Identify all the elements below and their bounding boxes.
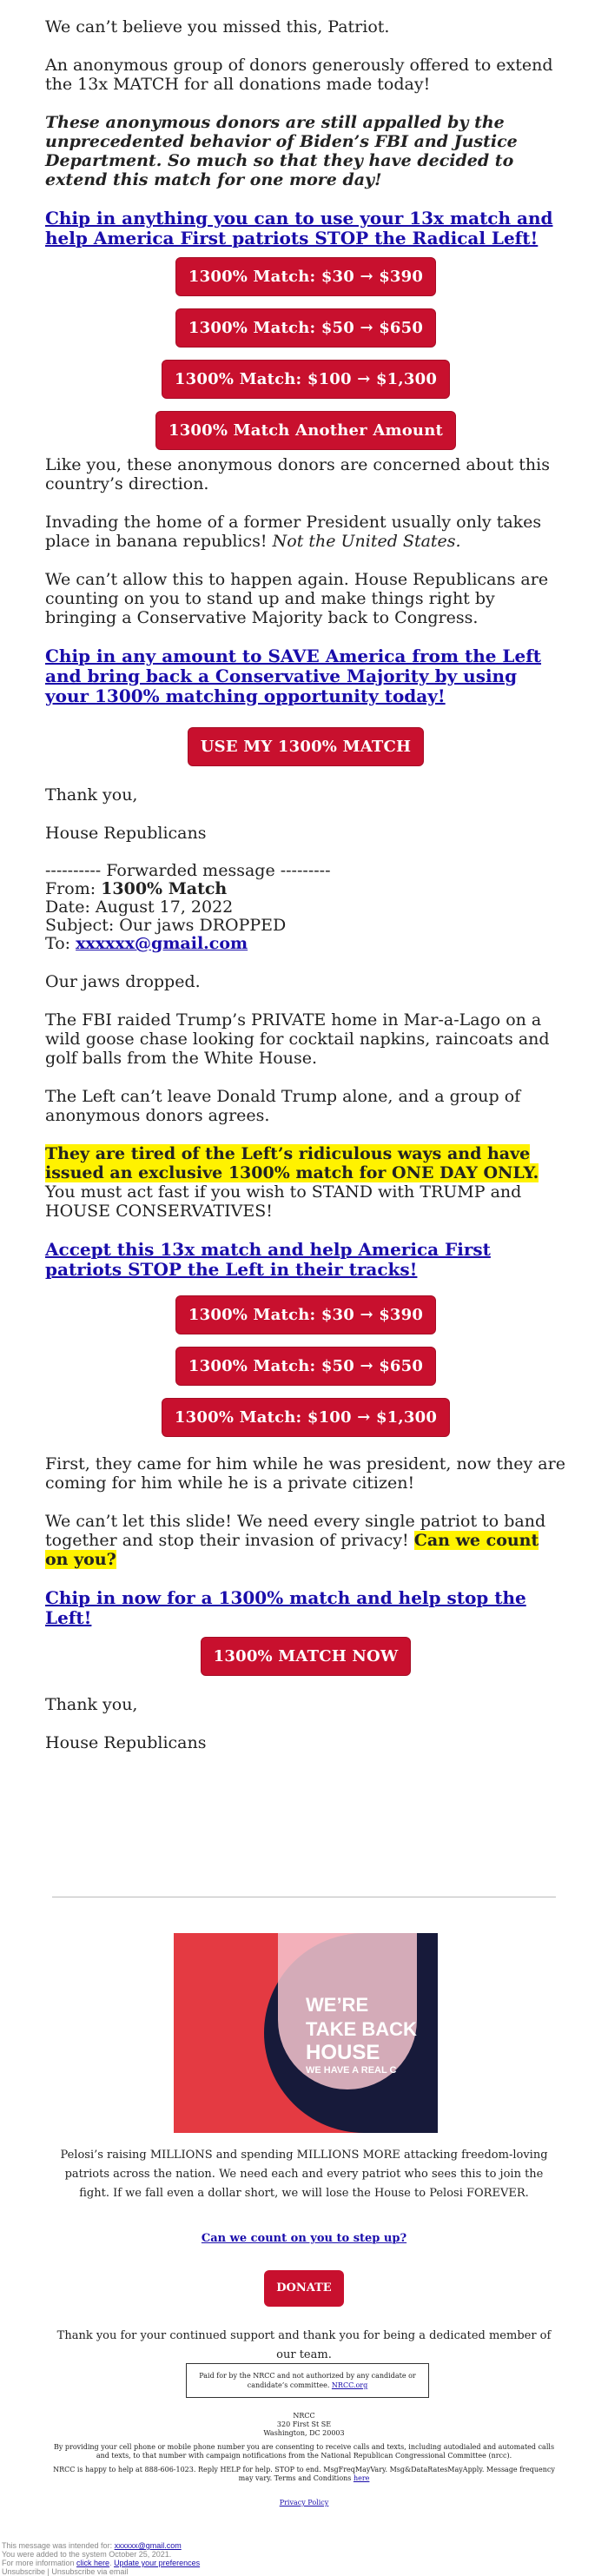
consent-text: By providing your cell phone or mobile phone number you are consenting to receive calls and texts, including autodialed and automated calls and texts, to that number with campaign notifications from the National Republican Congressional Committee (nrcc). bbox=[53, 2443, 555, 2460]
match-now-button[interactable]: 1300% MATCH NOW bbox=[201, 1637, 412, 1676]
concern-paragraph: Like you, these anonymous donors are concerned about this country’s direction. bbox=[45, 455, 550, 493]
emphasis-paragraph: These anonymous donors are still appalled by the unprecedented behavior of Biden’s FBI and Justice Department. So much so that they have decided to extend this match for one more day! bbox=[45, 113, 518, 189]
banana-paragraph: Invading the home of a former President usually only takes place in banana republics! Not the United States. bbox=[45, 513, 542, 551]
slide-paragraph: We can’t let this slide! We need every single patriot to band together and stop their invasion of privacy! Can we count on you? bbox=[45, 1512, 546, 1569]
meta-footer: This message was intended for: xxxxxx@gmail.com You were added to the system October 25, 2021. For more information click here. Update your preferences Unsubscribe | Unsubscribe via email bbox=[2, 2541, 201, 2576]
intro-paragraph: An anonymous group of donors generously offered to extend the 13x MATCH for all donations made today! bbox=[45, 56, 553, 94]
unsubscribe-links[interactable]: Unsubscribe | Unsubscribe via email bbox=[2, 2567, 129, 2576]
terms-link[interactable]: here bbox=[353, 2474, 370, 2482]
fbi-paragraph: The FBI raided Trump’s PRIVATE home in Mar-a-Lago on a wild goose chase looking for cocktail napkins, raincoats and golf balls from the White House. bbox=[45, 1010, 550, 1068]
pelosi-paragraph: Pelosi’s raising MILLIONS and spending MILLIONS MORE attacking freedom-loving patriots across the nation. We need each and every patriot who sees this to join the fight. If we fall even a dollar short, we will lose the House to Pelosi FOREVER. bbox=[60, 2149, 548, 2200]
help-text: NRCC is happy to help at 888-606-1023. Reply HELP for help. STOP to end. MsgFreqMayVary. Msg&DataRatesMayApply. Message frequency may vary. Terms and Conditions here bbox=[53, 2466, 555, 2482]
paid-for-box: Paid for by the NRCC and not authorized by any candidate or candidate’s committee. NRCC.org bbox=[186, 2363, 429, 2398]
thanks-text: Thank you, bbox=[45, 785, 138, 805]
match-30-button[interactable]: 1300% Match: $30 → $390 bbox=[175, 257, 436, 296]
signature: House Republicans bbox=[45, 824, 207, 843]
footer-thanks: Thank you for your continued support and thank you for being a dedicated member of our team. bbox=[56, 2329, 552, 2361]
match-other-button[interactable]: 1300% Match Another Amount bbox=[155, 411, 456, 450]
chip-in-now-link[interactable]: Chip in now for a 1300% match and help stop the Left! bbox=[45, 1587, 526, 1628]
forwarded-header: ---------- Forwarded message --------- From: 1300% Match Date: August 17, 2022 Subject: Our jaws DROPPED To: xxxxxx@gmail.com bbox=[45, 861, 331, 953]
banner-line-4: WE HAVE A REAL C bbox=[306, 2065, 397, 2076]
nrcc-link[interactable]: NRCC.org bbox=[331, 2381, 368, 2389]
privacy-link[interactable]: Privacy Policy bbox=[279, 2499, 329, 2506]
take-back-house-banner[interactable] bbox=[174, 1933, 438, 2133]
to-email-link[interactable]: xxxxxx@gmail.com bbox=[76, 934, 248, 953]
first-paragraph: First, they came for him while he was president, now they are coming for him while he is a private citizen! bbox=[45, 1454, 565, 1493]
click-here-link[interactable]: click here bbox=[76, 2559, 110, 2567]
chip-in-link-1[interactable]: Chip in anything you can to use your 13x match and help America First patriots STOP the Radical Left! bbox=[45, 208, 553, 248]
match-100-button[interactable]: 1300% Match: $100 → $1,300 bbox=[162, 360, 450, 399]
chip-in-link-2[interactable]: Chip in any amount to SAVE America from the Left and bring back a Conservative Majority by using your 1300% matching opportunity today! bbox=[45, 646, 542, 706]
email-body bbox=[45, 17, 566, 1771]
greeting: We can’t believe you missed this, Patriot. bbox=[45, 17, 390, 36]
accept-link[interactable]: Accept this 13x match and help America First patriots STOP the Left in their tracks! bbox=[45, 1239, 491, 1280]
org-address: NRCC 320 First St SE Washington, DC 20003 bbox=[263, 2412, 345, 2437]
match-30-button-2[interactable]: 1300% Match: $30 → $390 bbox=[175, 1295, 436, 1334]
signature-2: House Republicans bbox=[45, 1733, 207, 1752]
update-preferences-link[interactable]: Update your preferences bbox=[114, 2559, 201, 2567]
banner-line-3: HOUSE bbox=[306, 2041, 380, 2064]
counting-paragraph: We can’t allow this to happen again. House Republicans are counting on you to stand up and make things right by bringing a Conservative Majority back to Congress. bbox=[45, 570, 549, 627]
match-100-button-2[interactable]: 1300% Match: $100 → $1,300 bbox=[162, 1398, 450, 1437]
match-50-button[interactable]: 1300% Match: $50 → $650 bbox=[175, 308, 436, 348]
jaws-paragraph: Our jaws dropped. bbox=[45, 972, 201, 991]
use-match-button[interactable]: USE MY 1300% MATCH bbox=[188, 727, 424, 766]
count-on-you-link[interactable]: Can we count on you to step up? bbox=[201, 2232, 407, 2245]
donate-button[interactable]: DONATE bbox=[264, 2270, 343, 2307]
tired-paragraph: They are tired of the Left’s ridiculous ways and have issued an exclusive 1300% match for ONE DAY ONLY. You must act fast if you wish to STAND with TRUMP and HOUSE CONSERVATIVES! bbox=[45, 1144, 539, 1221]
left-paragraph: The Left can’t leave Donald Trump alone, and a group of anonymous donors agrees. bbox=[45, 1087, 521, 1125]
banner-line-2: TAKE BACK bbox=[306, 2018, 417, 2040]
match-50-button-2[interactable]: 1300% Match: $50 → $650 bbox=[175, 1347, 436, 1386]
intended-email-link[interactable]: xxxxxx@gmail.com bbox=[114, 2541, 182, 2550]
thanks-text-2: Thank you, bbox=[45, 1695, 138, 1714]
banner-line-1: WE’RE bbox=[306, 1994, 369, 2016]
